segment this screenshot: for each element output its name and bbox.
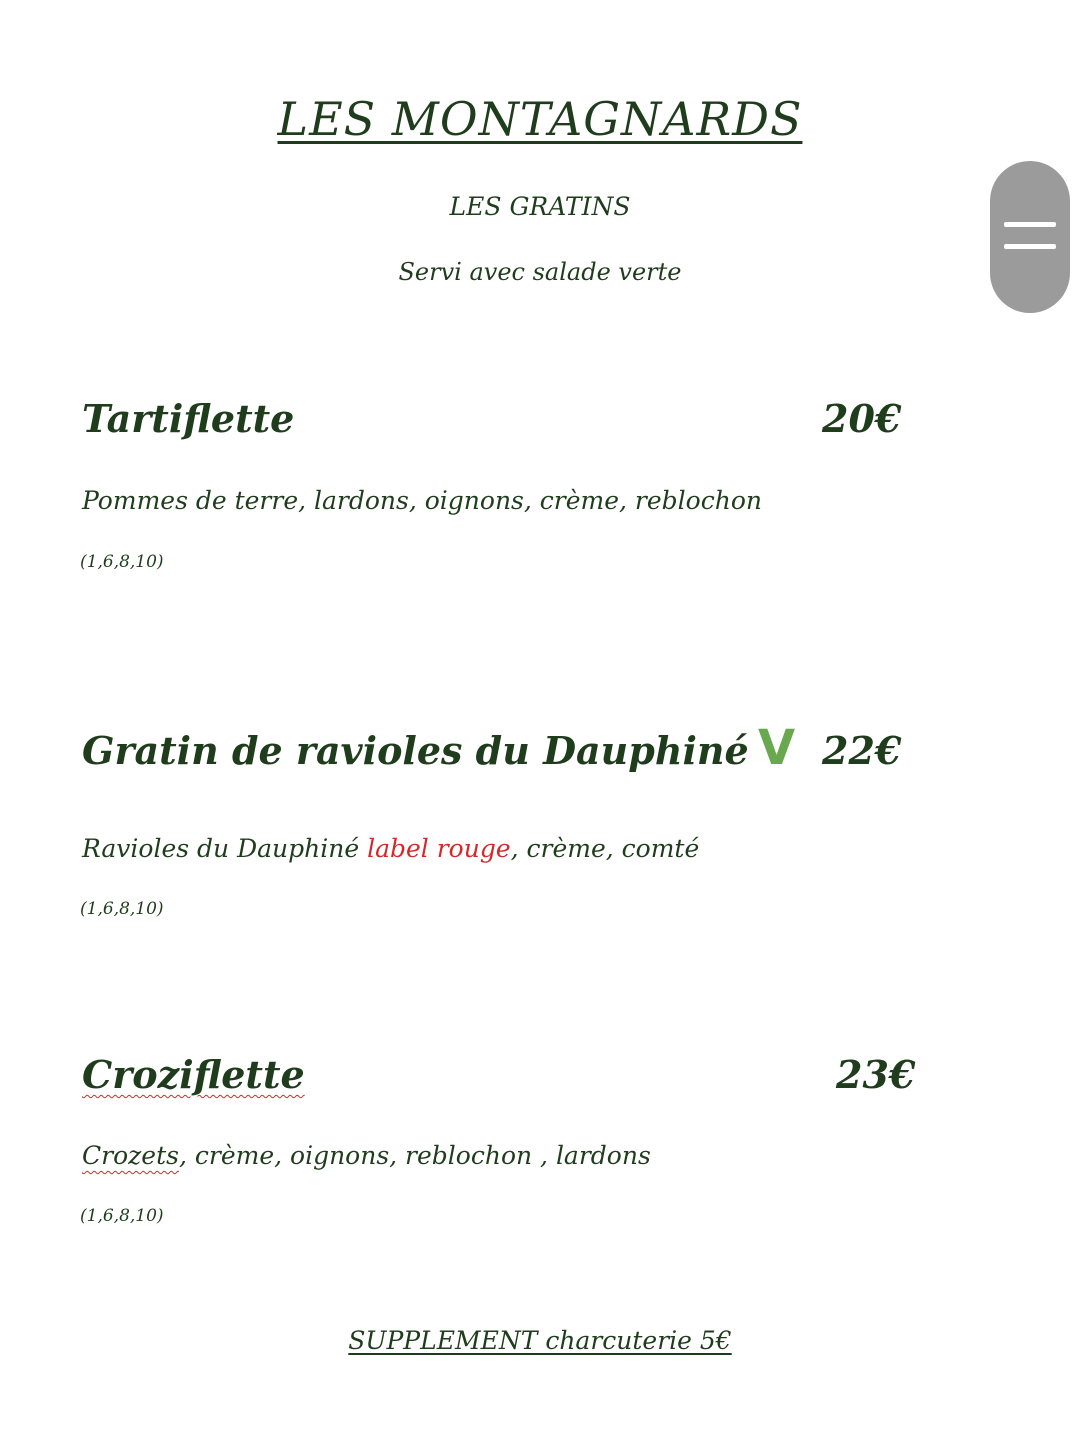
drag-handle-icon[interactable] bbox=[990, 161, 1070, 313]
dish-description-croziflette bbox=[82, 1141, 651, 1170]
dish-price-croziflette: 23€ bbox=[836, 1052, 916, 1097]
dish-name-gratin-ravioles: Gratin de ravioles du Dauphiné bbox=[82, 728, 749, 773]
dish-price-tartiflette: 20€ bbox=[822, 396, 902, 441]
dish-allergens-croziflette: (1,6,8,10) bbox=[80, 1206, 164, 1226]
dish-name-tartiflette: Tartiflette bbox=[82, 396, 295, 441]
section-title: LES GRATINS bbox=[449, 192, 631, 221]
description-text: , crème, oignons, reblochon , lardons bbox=[178, 1141, 651, 1170]
page-title bbox=[0, 92, 1080, 146]
supplement-note bbox=[0, 1326, 1080, 1355]
dish-allergens-tartiflette: (1,6,8,10) bbox=[80, 552, 164, 572]
dish-allergens-gratin-ravioles: (1,6,8,10) bbox=[80, 899, 164, 919]
supplement-text: SUPPLEMENT charcuterie 5€ bbox=[348, 1326, 732, 1355]
dish-description-gratin-ravioles bbox=[82, 834, 699, 863]
dish-description-tartiflette: Pommes de terre, lardons, oignons, crème, reblochon bbox=[82, 486, 762, 515]
description-text: , crème, comté bbox=[510, 834, 700, 863]
handle-bar-top bbox=[1004, 222, 1056, 227]
section-tagline: Servi avec salade verte bbox=[398, 258, 682, 286]
dish-price-gratin-ravioles: 22€ bbox=[822, 728, 902, 773]
misspelled-word: Crozets bbox=[82, 1141, 179, 1170]
page-title-text: LES MONTAGNARDS bbox=[277, 92, 803, 146]
description-text: Ravioles du Dauphiné bbox=[82, 834, 368, 863]
dish-name-croziflette-text: Croziflette bbox=[82, 1052, 305, 1097]
dish-name-croziflette bbox=[82, 1052, 305, 1097]
label-rouge-highlight: label rouge bbox=[367, 834, 511, 863]
handle-bar-bottom bbox=[1004, 244, 1056, 249]
vegetarian-icon: V bbox=[758, 720, 796, 776]
